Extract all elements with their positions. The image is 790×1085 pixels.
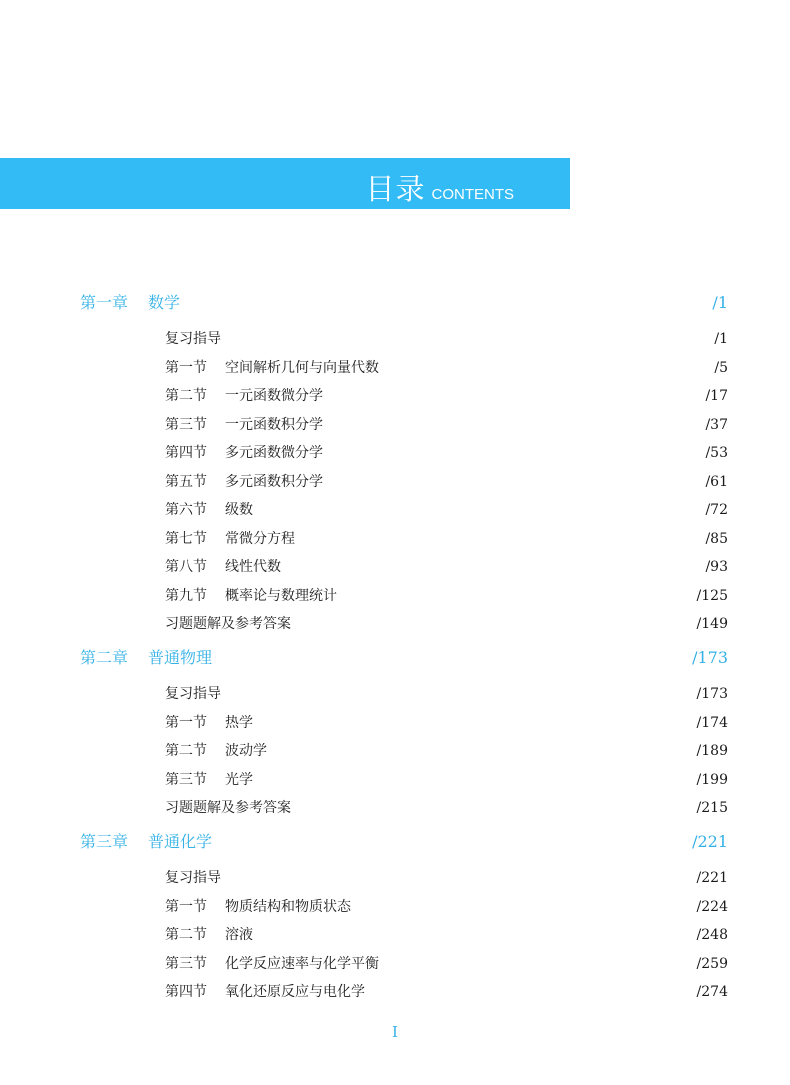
chapter-entry[interactable] xyxy=(80,645,728,671)
section-page: /85 xyxy=(705,530,728,547)
chapter-page: /173 xyxy=(692,648,728,667)
section-number: 第三节 xyxy=(165,955,207,972)
contents-banner xyxy=(0,158,570,209)
section-title: 光学 xyxy=(225,771,253,788)
section-entry[interactable] xyxy=(165,894,728,920)
section-title: 级数 xyxy=(225,502,253,518)
section-title: 线性代数 xyxy=(225,559,281,575)
section-entry[interactable] xyxy=(165,440,728,466)
section-page: /259 xyxy=(696,955,728,972)
section-title: 复习指导 xyxy=(165,686,221,702)
section-title: 概率论与数理统计 xyxy=(225,587,337,604)
title-chinese: 目录 xyxy=(365,172,426,206)
section-entry[interactable] xyxy=(165,922,728,948)
section-number: 第六节 xyxy=(165,502,207,518)
section-title: 多元函数微分学 xyxy=(225,445,323,461)
section-number: 第一节 xyxy=(165,898,207,915)
section-page: /17 xyxy=(705,388,728,404)
chapter-page: /221 xyxy=(692,832,728,851)
section-number: 第九节 xyxy=(165,587,207,604)
section-page: /199 xyxy=(696,771,728,788)
section-entry[interactable] xyxy=(165,526,728,552)
section-entry[interactable] xyxy=(165,951,728,977)
section-title: 多元函数积分学 xyxy=(225,473,323,490)
section-title: 常微分方程 xyxy=(225,530,295,547)
section-entry[interactable] xyxy=(165,383,728,409)
section-page: /224 xyxy=(696,898,728,915)
chapter-title: 数学 xyxy=(148,293,181,312)
chapter-page: /1 xyxy=(712,293,728,312)
section-page: /61 xyxy=(705,473,728,490)
section-title: 热学 xyxy=(225,714,253,731)
section-title: 空间解析几何与向量代数 xyxy=(225,359,379,376)
chapter-title: 普通物理 xyxy=(148,648,213,667)
section-page: /53 xyxy=(705,445,728,461)
section-entry[interactable] xyxy=(165,355,728,381)
section-number: 第三节 xyxy=(165,416,207,433)
section-entry[interactable] xyxy=(165,412,728,438)
chapter-number: 第一章 xyxy=(80,293,129,312)
title-english: CONTENTS xyxy=(431,186,514,203)
section-entry[interactable] xyxy=(165,681,728,707)
section-page: /174 xyxy=(696,714,728,731)
section-title: 氧化还原反应与电化学 xyxy=(225,984,365,1000)
section-number: 第七节 xyxy=(165,530,207,547)
section-title: 溶液 xyxy=(225,927,253,943)
section-page: /5 xyxy=(714,359,728,376)
chapter-number: 第三章 xyxy=(80,832,129,851)
chapter-entry[interactable] xyxy=(80,290,728,316)
section-entry[interactable] xyxy=(165,554,728,580)
section-number: 第五节 xyxy=(165,473,207,490)
section-number: 第二节 xyxy=(165,743,207,759)
section-entry[interactable] xyxy=(165,469,728,495)
section-entry[interactable] xyxy=(165,979,728,1005)
section-page: /149 xyxy=(696,616,728,632)
section-page: /215 xyxy=(696,800,728,816)
section-title: 波动学 xyxy=(225,743,267,759)
section-entry[interactable] xyxy=(165,583,728,609)
section-entry[interactable] xyxy=(165,865,728,891)
section-entry[interactable] xyxy=(165,326,728,352)
section-entry[interactable] xyxy=(165,767,728,793)
section-number: 第二节 xyxy=(165,388,207,404)
section-page: /72 xyxy=(705,502,728,518)
section-entry[interactable] xyxy=(165,497,728,523)
chapter-number: 第二章 xyxy=(80,648,129,667)
section-number: 第一节 xyxy=(165,714,207,731)
section-title: 一元函数积分学 xyxy=(225,416,323,433)
section-page: /37 xyxy=(705,416,728,433)
section-entry[interactable] xyxy=(165,710,728,736)
chapter-title: 普通化学 xyxy=(148,832,213,851)
page-number: I xyxy=(392,1023,398,1041)
page-title xyxy=(365,167,514,208)
section-title: 习题题解及参考答案 xyxy=(165,800,291,816)
section-page: /221 xyxy=(696,870,728,886)
section-page: /248 xyxy=(696,927,728,943)
section-title: 化学反应速率与化学平衡 xyxy=(225,955,379,972)
section-title: 习题题解及参考答案 xyxy=(165,616,291,632)
section-title: 一元函数微分学 xyxy=(225,388,323,404)
section-page: /189 xyxy=(696,743,728,759)
section-title: 复习指导 xyxy=(165,870,221,886)
section-number: 第八节 xyxy=(165,559,207,575)
section-page: /1 xyxy=(714,331,728,347)
section-number: 第三节 xyxy=(165,771,207,788)
section-page: /93 xyxy=(705,559,728,575)
section-title: 复习指导 xyxy=(165,331,221,347)
section-number: 第二节 xyxy=(165,927,207,943)
section-entry[interactable] xyxy=(165,611,728,637)
section-entry[interactable] xyxy=(165,738,728,764)
section-page: /274 xyxy=(696,984,728,1000)
section-page: /173 xyxy=(696,686,728,702)
section-title: 物质结构和物质状态 xyxy=(225,898,351,915)
section-entry[interactable] xyxy=(165,795,728,821)
section-number: 第四节 xyxy=(165,445,207,461)
section-number: 第一节 xyxy=(165,359,207,376)
section-page: /125 xyxy=(696,587,728,604)
section-number: 第四节 xyxy=(165,984,207,1000)
chapter-entry[interactable] xyxy=(80,829,728,855)
